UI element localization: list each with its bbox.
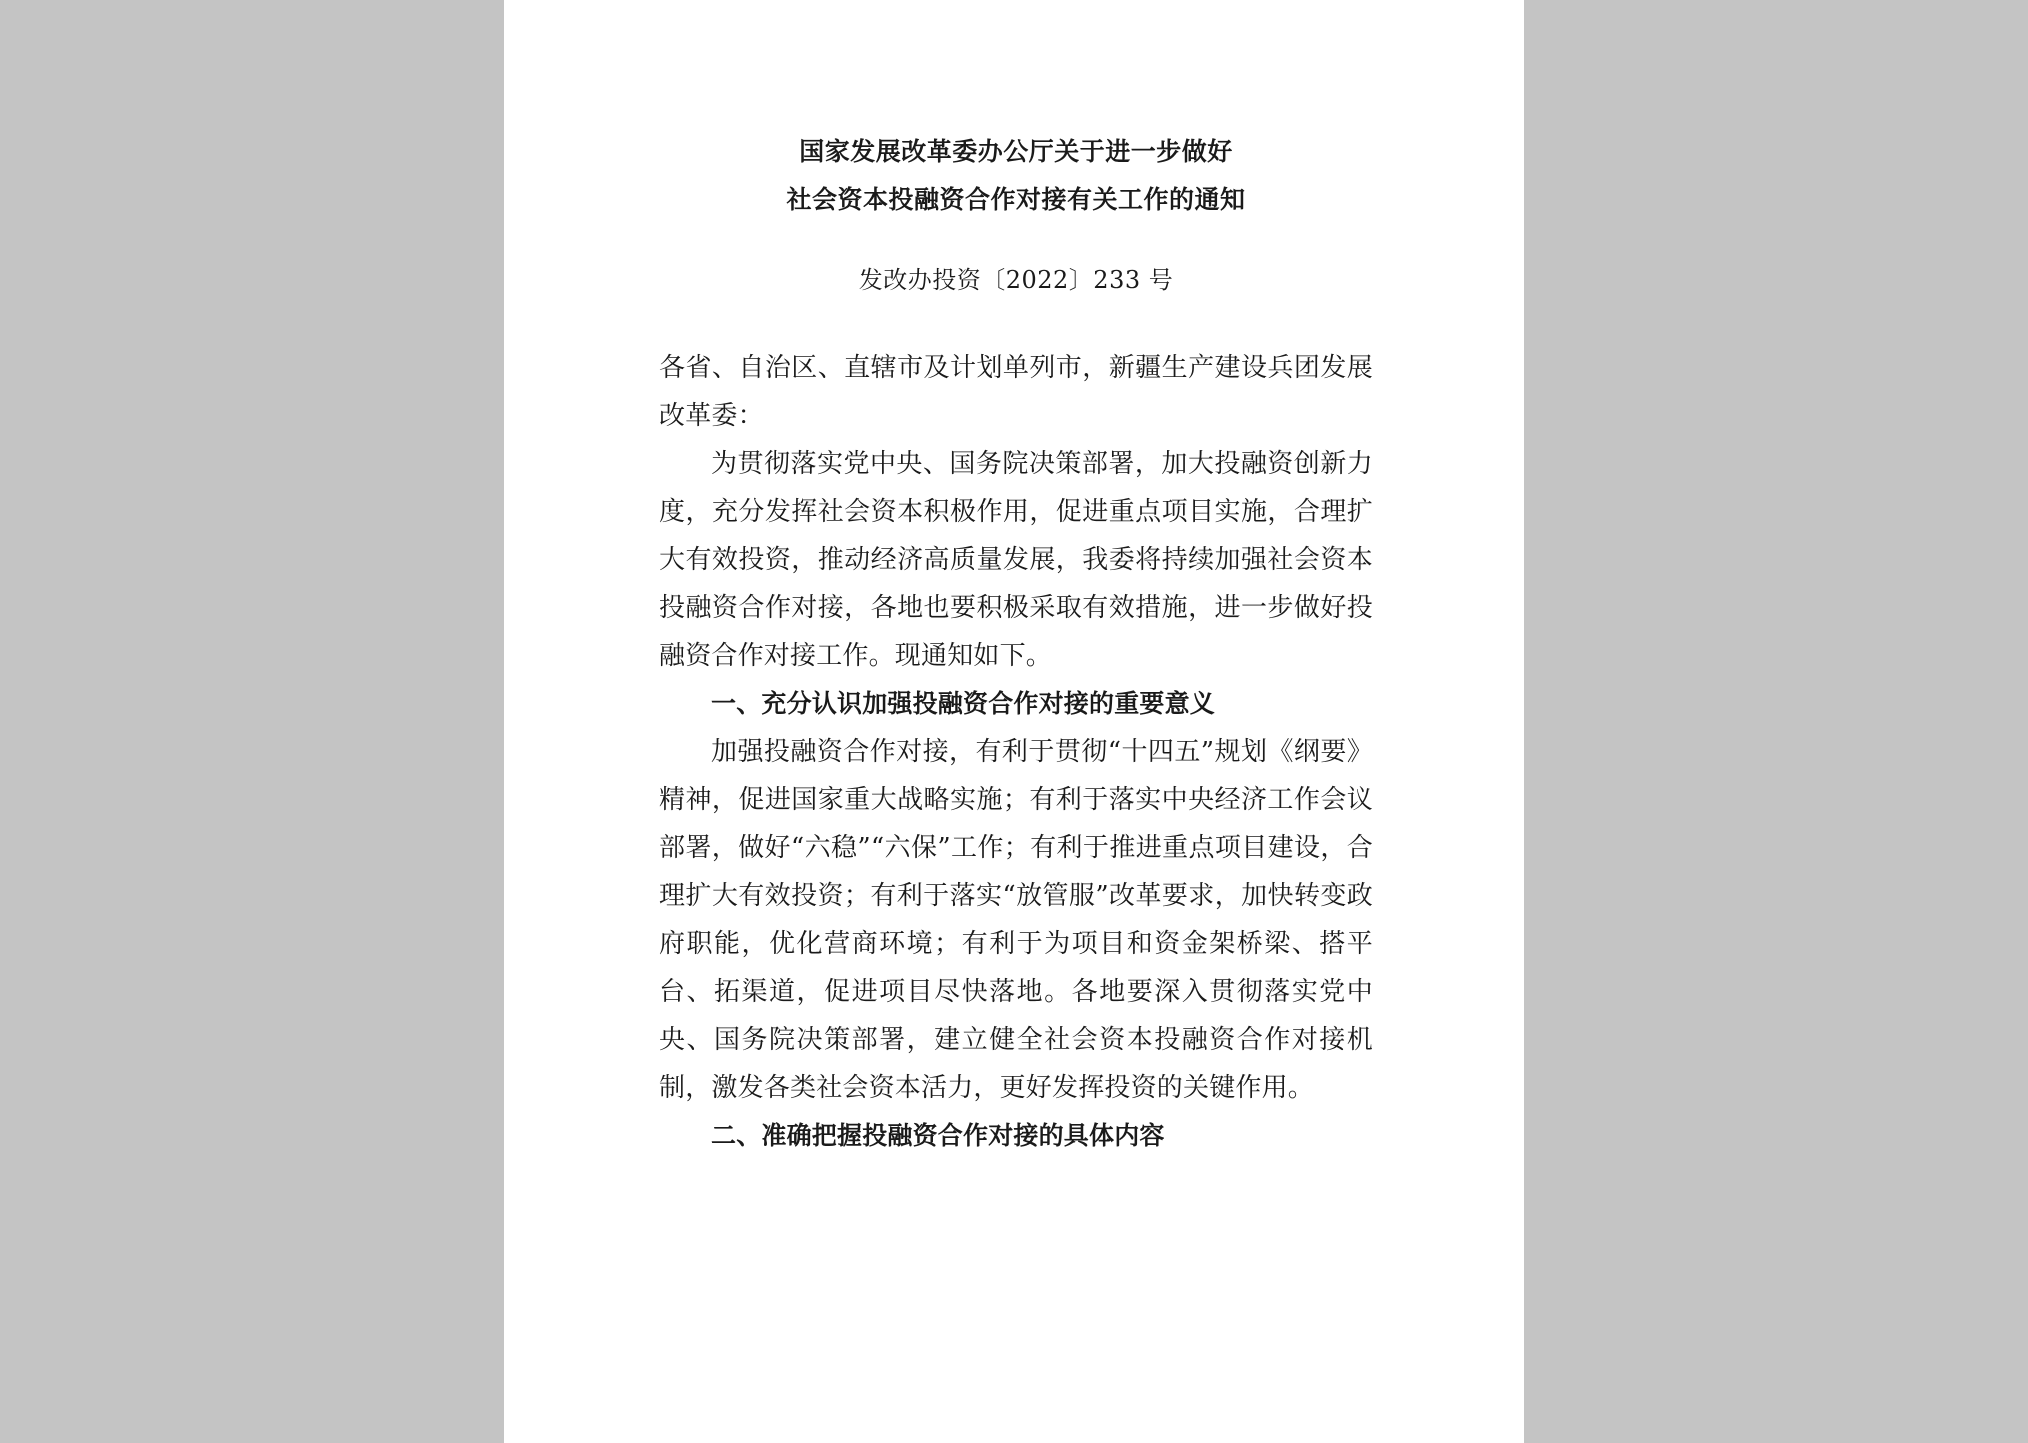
document-title	[659, 128, 1373, 224]
page-content	[659, 128, 1373, 1160]
title-line-1: 国家发展改革委办公厅关于进一步做好	[799, 137, 1233, 166]
addressee: 各省、自治区、直辖市及计划单列市，新疆生产建设兵团发展改革委：	[659, 353, 1373, 431]
title-line-2: 社会资本投融资合作对接有关工作的通知	[786, 185, 1246, 214]
section-heading-2: 二、准确把握投融资合作对接的具体内容	[711, 1121, 1165, 1150]
document-body	[659, 344, 1373, 1160]
section-1-paragraph: 加强投融资合作对接，有利于贯彻“十四五”规划《纲要》精神，促进国家重大战略实施；有利于落实中央经济工作会议部署，做好“六稳”“六保”工作；有利于推进重点项目建设，合理扩大有效投资；有利于落实“放管服”改革要求，加快转变政府职能，优化营商环境；有利于为项目和资金架桥梁、搭平台、拓渠道，促进项目尽快落地。各地要深入贯彻落实党中央、国务院决策部署，建立健全社会资本投融资合作对接机制，激发各类社会资本活力，更好发挥投资的关键作用。	[659, 737, 1373, 1103]
intro-paragraph: 为贯彻落实党中央、国务院决策部署，加大投融资创新力度，充分发挥社会资本积极作用，促进重点项目实施，合理扩大有效投资，推动经济高质量发展，我委将持续加强社会资本投融资合作对接，各地也要积极采取有效措施，进一步做好投融资合作对接工作。现通知如下。	[659, 449, 1373, 671]
document-number: 发改办投资〔2022〕233 号	[858, 266, 1174, 294]
section-heading-1: 一、充分认识加强投融资合作对接的重要意义	[711, 689, 1216, 718]
document-page	[504, 0, 1524, 1443]
